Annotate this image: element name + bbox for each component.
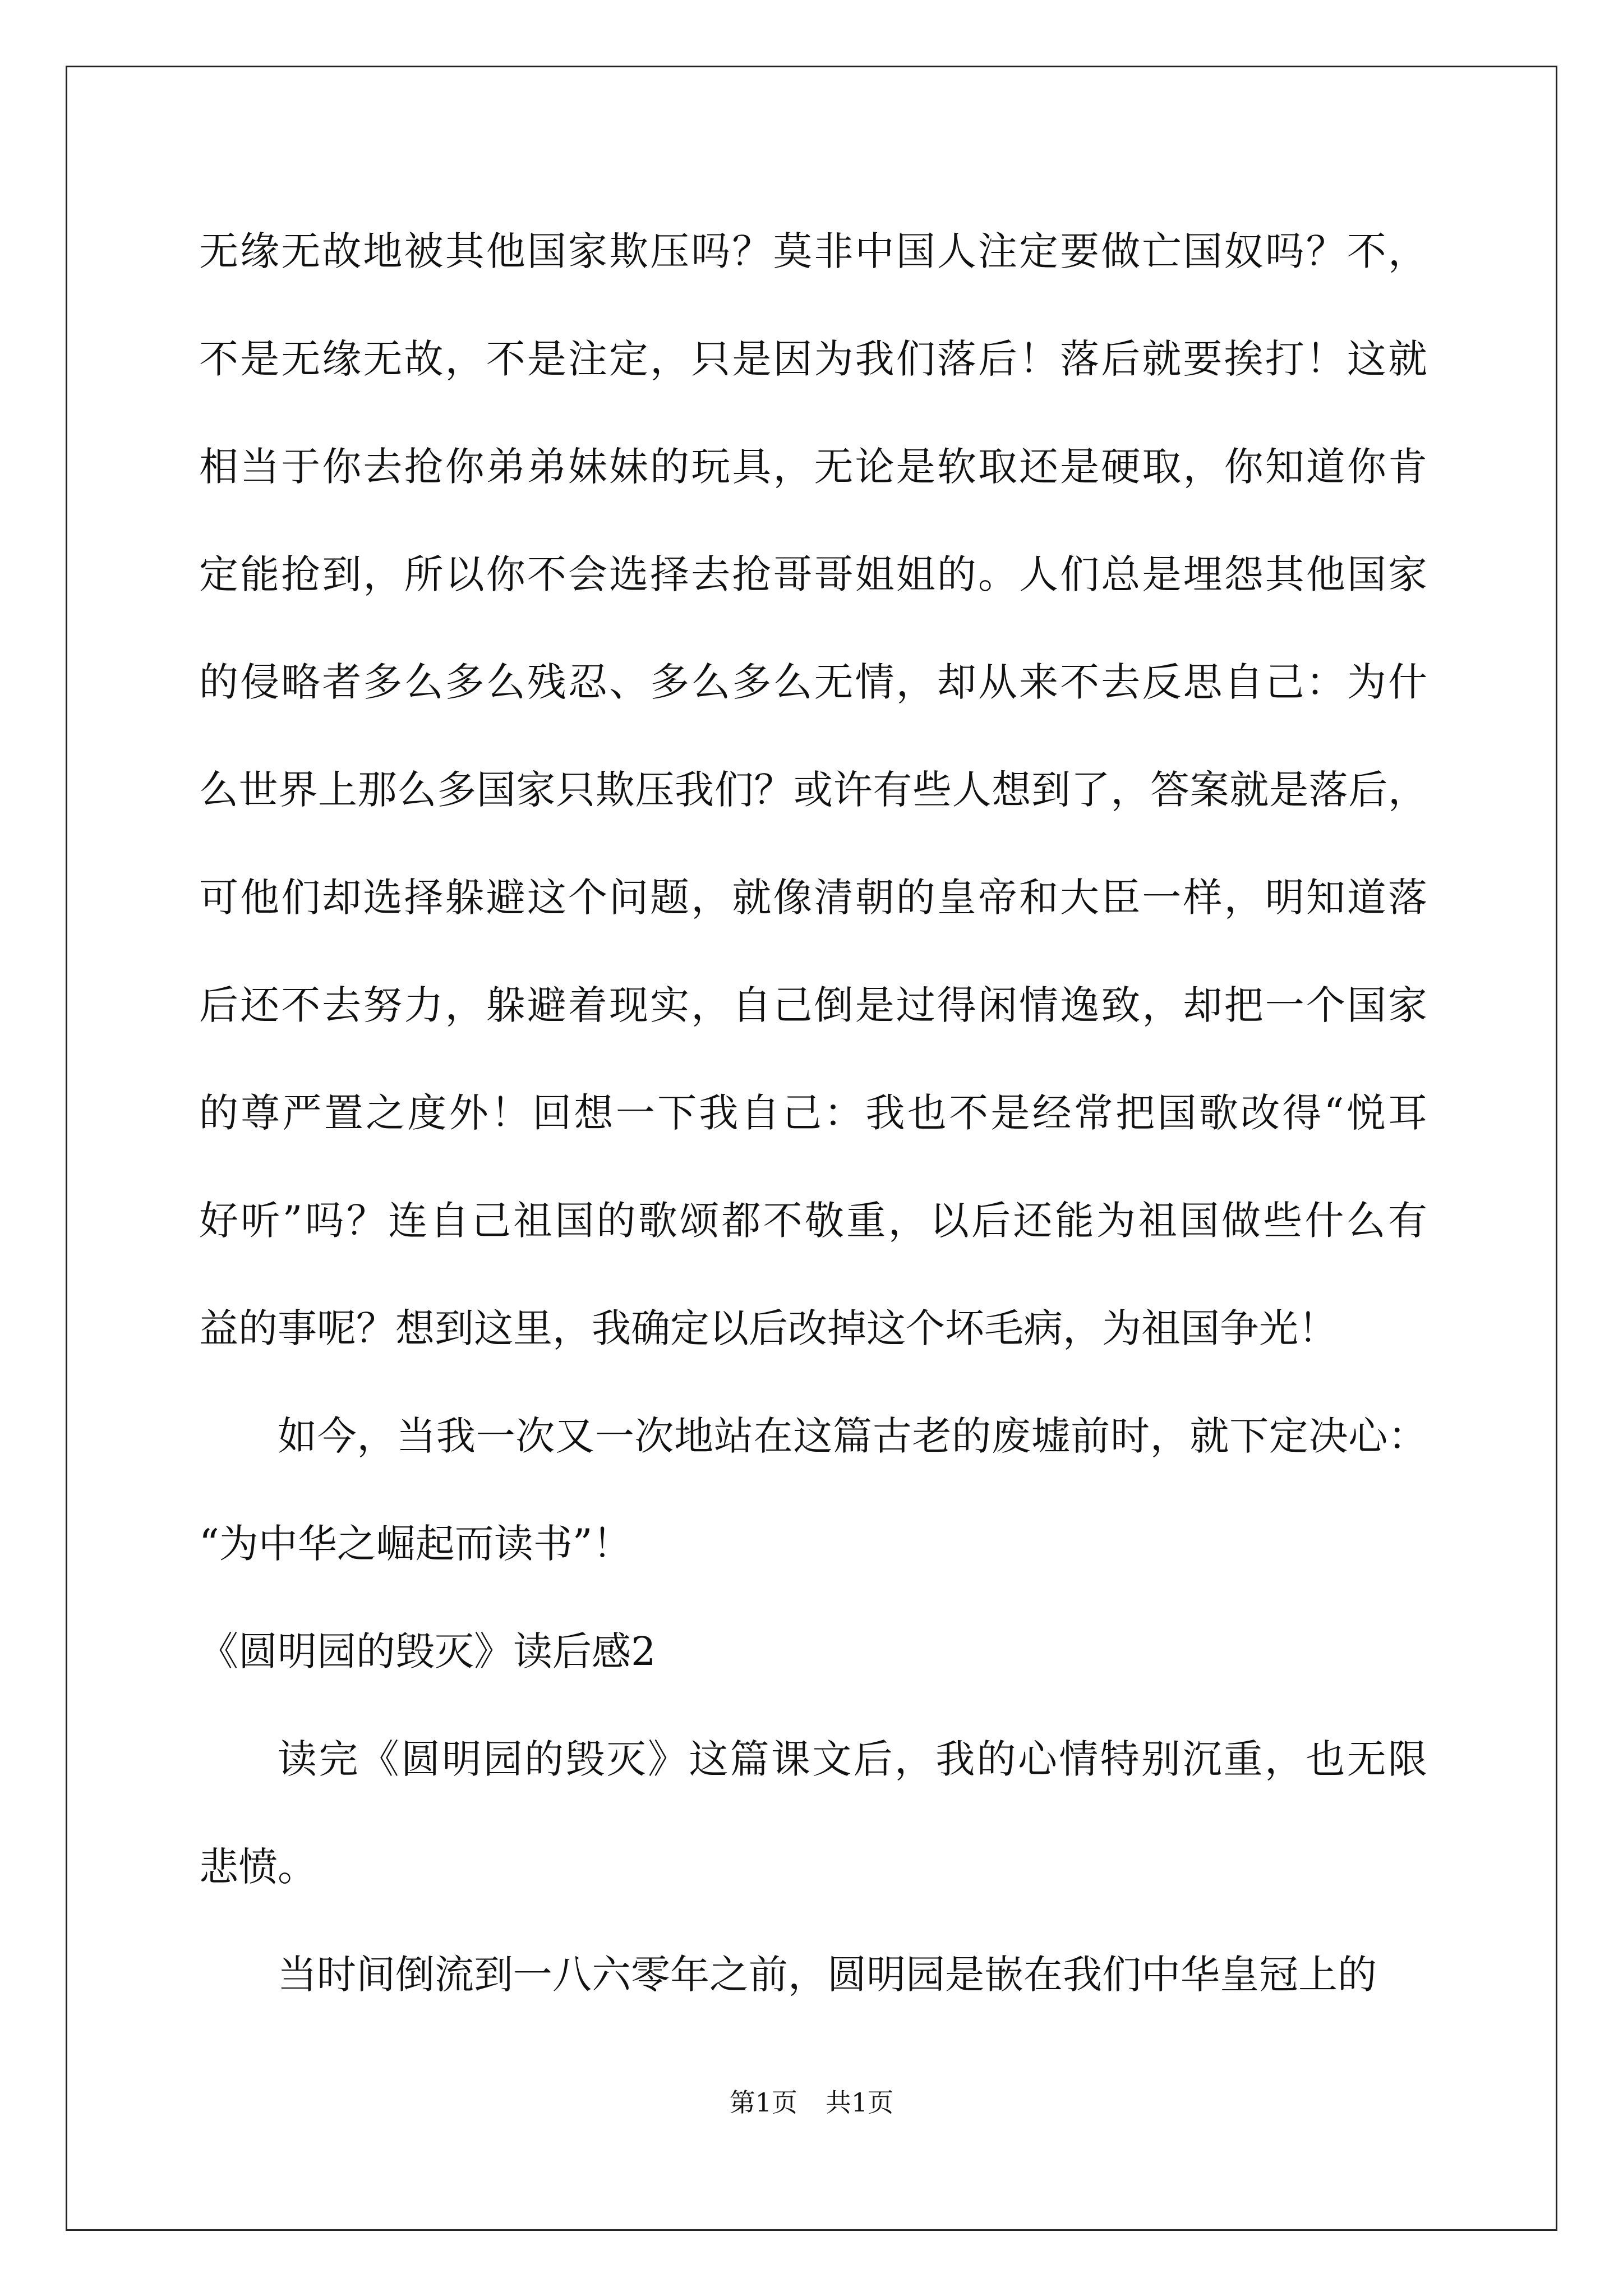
text-line: 的侵略者多么多么残忍、多么多么无情，却从来不去反思自己：为什: [199, 659, 1427, 705]
text-line: 当时间倒流到一八六零年之前，圆明园是嵌在我们中华皇冠上的: [278, 1952, 1377, 1998]
text-line: 读完《圆明园的毁灭》这篇课文后，我的心情特别沉重，也无限: [278, 1736, 1427, 1782]
text-line: 不是无缘无故，不是注定，只是因为我们落后！落后就要挨打！这就: [199, 336, 1427, 382]
text-line: “为中华之崛起而读书”！: [199, 1521, 632, 1567]
text-line: 定能抢到，所以你不会选择去抢哥哥姐姐的。人们总是埋怨其他国家: [199, 551, 1427, 597]
text-line: 无缘无故地被其他国家欺压吗？莫非中国人注定要做亡国奴吗？不，: [199, 228, 1427, 274]
section-heading: 《圆明园的毁灭》读后感2: [199, 1628, 656, 1674]
text-line: 如今，当我一次又一次地站在这篇古老的废墟前时，就下定决心：: [278, 1413, 1427, 1459]
text-line: 可他们却选择躲避这个问题，就像清朝的皇帝和大臣一样，明知道落: [199, 875, 1427, 921]
text-line: 好听”吗？连自己祖国的歌颂都不敬重，以后还能为祖国做些什么有: [199, 1198, 1427, 1244]
text-line: 么世界上那么多国家只欺压我们？或许有些人想到了，答案就是落后，: [199, 767, 1427, 813]
text-line: 的尊严置之度外！回想一下我自己：我也不是经常把国歌改得“悦耳: [199, 1090, 1427, 1136]
page-total: 共1页: [826, 2087, 894, 2118]
document-body: [199, 197, 1427, 2028]
text-line: 悲愤。: [199, 1844, 317, 1890]
text-line: 益的事呢？想到这里，我确定以后改掉这个坏毛病，为祖国争光！: [199, 1305, 1338, 1351]
page-number: 第1页: [729, 2087, 797, 2118]
page-footer: [0, 2082, 1623, 2119]
text-line: 相当于你去抢你弟弟妹妹的玩具，无论是软取还是硬取，你知道你肯: [199, 444, 1427, 490]
text-line: 后还不去努力，躲避着现实，自己倒是过得闲情逸致，却把一个国家: [199, 982, 1427, 1028]
